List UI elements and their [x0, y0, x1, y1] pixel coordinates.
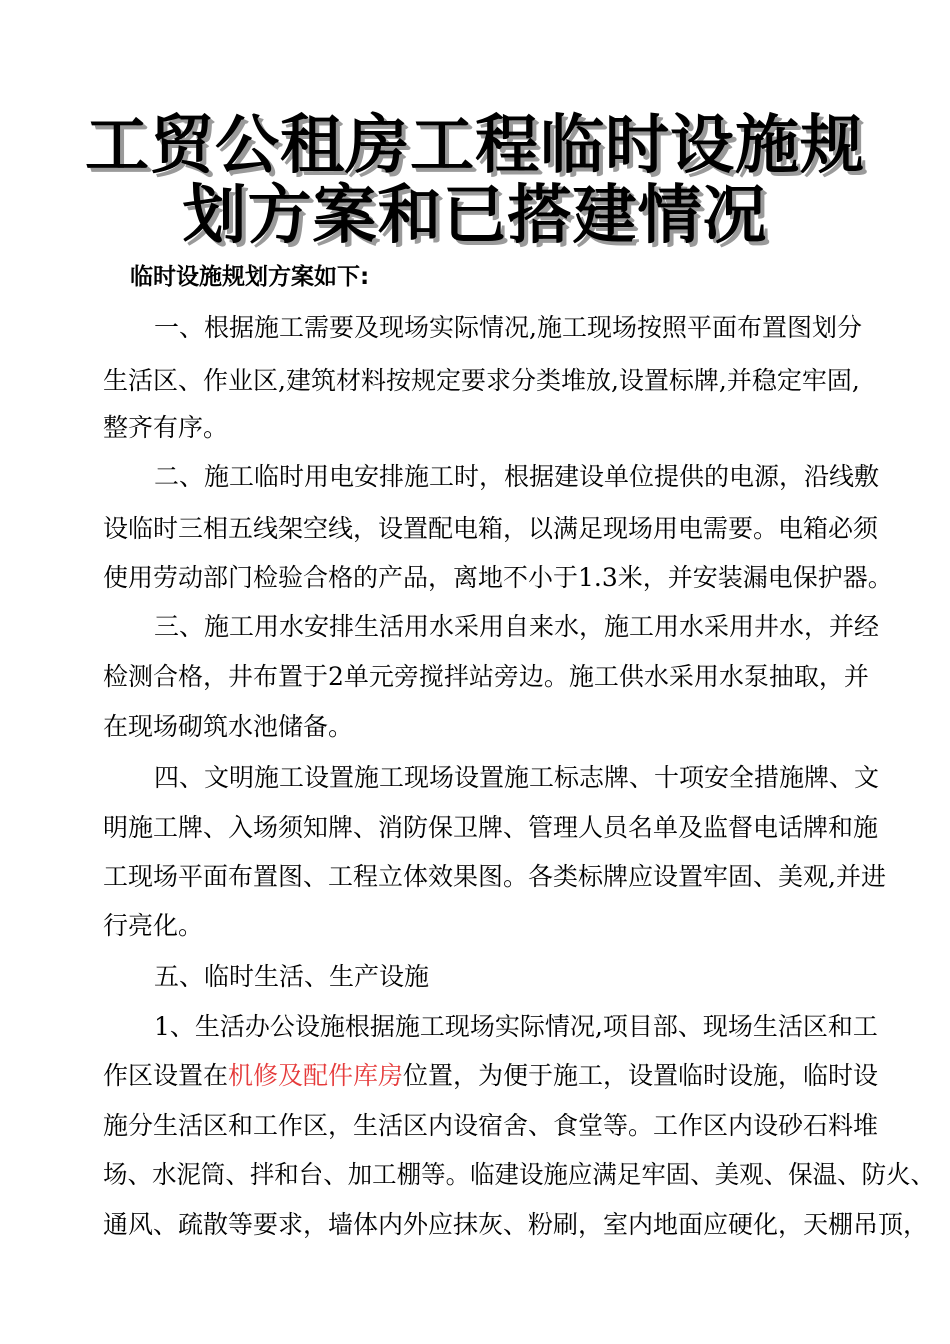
highlighted-location: 机修及配件库房	[228, 1061, 404, 1090]
paragraph-1-line-2: 生活区、作业区,建筑材料按规定要求分类堆放,设置标牌,并稳定牢固,	[103, 366, 860, 395]
paragraph-6-line-2-start: 作区设置在	[103, 1061, 229, 1090]
section-5-heading: 五、临时生活、生产设施	[154, 962, 430, 991]
paragraph-3-line-3: 在现场砌筑水池储备。	[103, 712, 354, 741]
paragraph-4-line-1: 四、文明施工设置施工现场设置施工标志牌、十项安全措施牌、文	[154, 763, 880, 792]
paragraph-2-line-2: 设临时三相五线架空线，设置配电箱，以满足现场用电需要。电箱必须	[103, 514, 879, 543]
paragraph-6-line-5: 通风、疏散等要求，墙体内外应抹灰、粉刷，室内地面应硬化，天棚吊顶，	[103, 1210, 929, 1239]
section-subtitle: 临时设施规划方案如下:	[130, 264, 370, 290]
paragraph-4-line-3: 工现场平面布置图、工程立体效果图。各类标牌应设置牢固、美观,并进	[103, 862, 886, 891]
paragraph-6-line-2-end: 位置，为便于施工，设置临时设施，临时设	[403, 1061, 879, 1090]
paragraph-1-line-3: 整齐有序。	[103, 413, 229, 442]
paragraph-3-line-1: 三、施工用水安排生活用水采用自来水，施工用水采用井水，并经	[154, 612, 880, 641]
document-title-line-1: 工贸公租房工程临时设施规	[85, 109, 865, 183]
document-title-line-2: 划方案和已搭建情况	[182, 179, 768, 253]
paragraph-4-line-2: 明施工牌、入场须知牌、消防保卫牌、管理人员名单及监督电话牌和施	[103, 813, 879, 842]
paragraph-2-line-3: 使用劳动部门检验合格的产品，离地不小于1.3米，并安装漏电保护器。	[103, 563, 893, 592]
paragraph-1-line-1: 一、根据施工需要及现场实际情况,施工现场按照平面布置图划分	[154, 313, 862, 342]
paragraph-6-line-4: 场、水泥筒、拌和台、加工棚等。临建设施应满足牢固、美观、保温、防火、	[103, 1160, 935, 1189]
paragraph-2-line-1: 二、施工临时用电安排施工时，根据建设单位提供的电源，沿线敷	[154, 462, 880, 491]
paragraph-3-line-2: 检测合格，井布置于2单元旁搅拌站旁边。施工供水采用水泵抽取，并	[103, 662, 869, 691]
paragraph-4-line-4: 行亮化。	[103, 911, 204, 940]
paragraph-6-line-2	[103, 1061, 878, 1091]
paragraph-6-line-3: 施分生活区和工作区，生活区内设宿舍、食堂等。工作区内设砂石料堆	[103, 1111, 879, 1140]
paragraph-6-line-1: 1、生活办公设施根据施工现场实际情况,项目部、现场生活区和工	[154, 1012, 878, 1041]
